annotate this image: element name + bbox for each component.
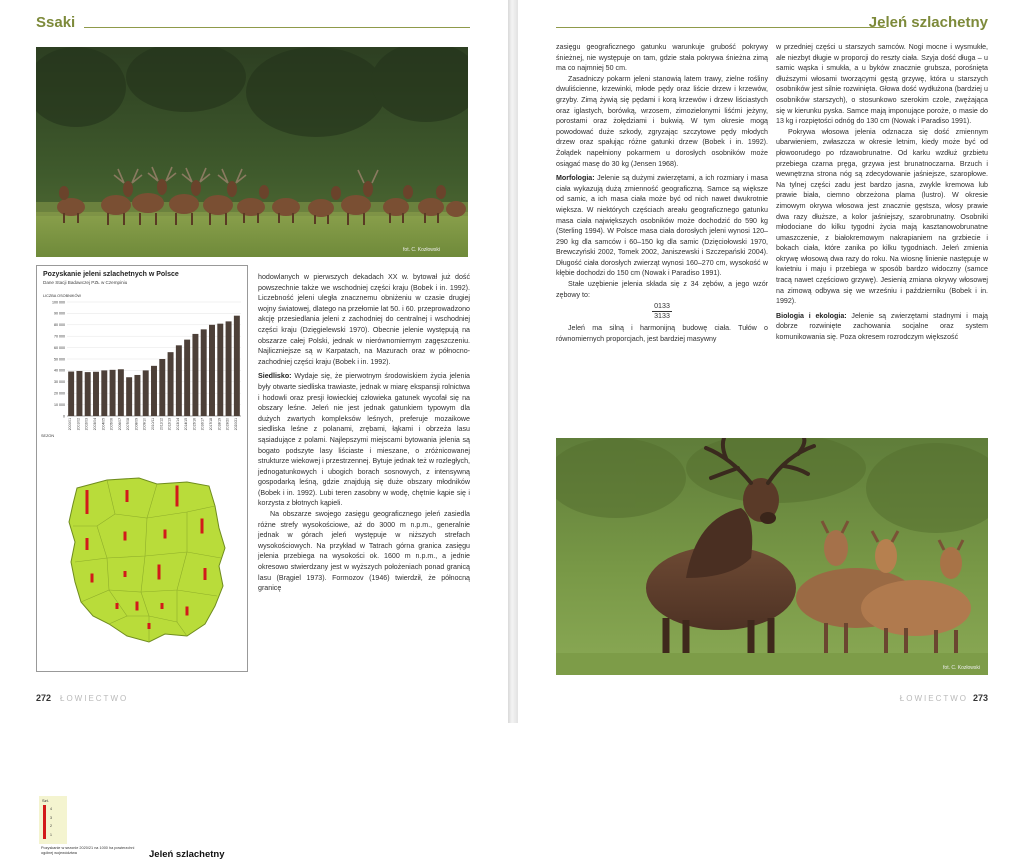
x-tick-label: 2003/04 — [93, 418, 97, 431]
y-tick-label: 0 — [63, 414, 65, 419]
legend-scale-bar — [43, 805, 46, 839]
paragraph-snow: zasięgu geograficznego gatunku warunkuje grubość pokrywy śnieżnej, nie występuje on tam, gdzie stała pokrywa śnieżna zimą ma co najmniej 50 cm. — [556, 43, 768, 73]
bar-2007-08 — [126, 377, 132, 416]
page-number-left: 272 — [36, 693, 52, 703]
bar-2005-06 — [110, 370, 116, 416]
left-text-column — [258, 272, 470, 594]
x-tick-label: 2014/15 — [184, 418, 189, 431]
x-tick-label: 2006/07 — [117, 418, 122, 431]
y-tick-label: 30 000 — [54, 380, 65, 385]
poland-map — [37, 466, 247, 671]
paragraph-intro: hodowlanych w pierwszych dekadach XX w. bytował już dość powszechnie także we wschodniej części kraju (Bobek i in. 1992). Liczebność jeleni uległa znacznemu obniżeniu w czasie drugiej wojny światowej, dlatego na przełomie lat 50. i 60. przeprowadzono akcję przesiedlania jeleni z zachodniej do centralnej i wschodniej części kraju (Dzięgielewski 1970). Obecnie jelenie występują na obszarze całej Polski, jednak w nierównomiernym zagęszczeniu. Najliczniejsze są w Karpatach, na Mazurach oraz w północno-zachodniej części kraju (Bobek i in. 1992). — [258, 273, 470, 366]
x-tick-label: 2010/11 — [151, 418, 155, 431]
map-bar-15 — [186, 607, 189, 616]
x-tick-label: 2002/03 — [84, 418, 89, 431]
map-bar-12 — [116, 603, 119, 609]
map-legend — [39, 796, 67, 844]
x-tick-label: 2018/19 — [217, 418, 222, 431]
bar-2014-15 — [184, 340, 190, 416]
bar-2013-14 — [176, 345, 182, 416]
x-tick-label: 2012/13 — [167, 418, 172, 431]
y-tick-label: 40 000 — [54, 368, 65, 373]
x-tick-label: 2005/06 — [109, 418, 114, 431]
x-tick-label: 2001/02 — [76, 418, 81, 431]
right-page — [518, 0, 1026, 723]
map-bar-3 — [176, 486, 179, 507]
bar-2006-07 — [118, 369, 124, 416]
bar-2018-19 — [217, 324, 223, 416]
y-tick-label: 20 000 — [54, 391, 65, 396]
chart-title: Pozyskanie jeleni szlachetnych w Polsce — [43, 271, 179, 278]
right-text-column-b — [776, 42, 988, 343]
map-bar-10 — [124, 571, 127, 577]
biology-lead: Biologia i ekologia: — [776, 311, 847, 320]
x-tick-label: 2008/09 — [134, 418, 139, 431]
map-note: Pozyskanie w sezonie 2020/21 na 1000 ha powierzchni ogólnej województwa — [41, 846, 135, 855]
map-bar-6 — [124, 532, 127, 541]
x-tick-label: 2015/16 — [192, 418, 197, 431]
formula-bottom: 3133 — [654, 312, 670, 321]
map-bar-4 — [201, 519, 204, 534]
page-number-right: 273 — [972, 693, 988, 703]
page-spine — [508, 0, 518, 723]
bar-2017-18 — [209, 325, 215, 416]
bar-2015-16 — [192, 334, 198, 416]
header-rule-right — [556, 27, 886, 28]
paragraph-build: Jeleń ma silną i harmonijną budowę ciała. Tułów o równomiernych proporcjach, jest bardziej masywny — [556, 324, 768, 343]
chart-subtitle: Dane Stacji Badawczej PZŁ w Czempiniu — [43, 280, 128, 285]
legend-unit: Szt. — [42, 798, 49, 803]
deer-herd-image — [36, 47, 468, 257]
map-bar-7 — [164, 530, 167, 539]
map-bar-8 — [204, 568, 207, 580]
map-bar-14 — [161, 603, 164, 609]
map-bar-11 — [158, 565, 161, 580]
legend-ticks: 4 3 2 1 — [50, 807, 52, 837]
x-tick-label: 2016/17 — [200, 418, 205, 431]
paragraph-habitat — [258, 371, 470, 509]
x-tick-label: 2009/10 — [142, 418, 147, 431]
header-rule — [84, 27, 470, 28]
harvest-bar-chart — [37, 266, 247, 466]
bar-2009-10 — [143, 370, 149, 416]
paragraph-coat: Pokrywa włosowa jelenia odznacza się dość zmiennym ubarwieniem, zwłaszcza w okresie letnim, kiedy może być od płowoorudego po rdzawobrunatne. Od karku wzdłuż grzbietu przebiega czarna pręga, grzywa jest brunatnoczarna. Brzuch i wewnętrzna strona nóg są zdecydowanie jaśniejsze, szaropłowe. Na tylnej części zadu jest bardzo jasna, zwykle kremowa lub prawie biała, ciemno obrzeżona plama (lustro). W okresie zimowym okrywa włosowa jest znacznie gęstsza, włosy prawie dwa razy dłuższe, a kolor jaśniejszy, szarobrunatny. Osobniki młodociane do kilku tygodni życia mają kasztanowobrunatne umaszczenie, z białokremowym nakrapianiem na grzbiecie i bokach ciała, które zanika po kilku tygodniach. Jeleń zmienia okrywę włosową dwa razy do roku. Na wiosnę linienie następuje w kwietniu i maju i przebiega w sposób bardzo widoczny (samce tracą nawet częściowo grzywę). Jesienią zmiana okrywy włosowej na zimową odbywa się we wrześniu i październiku (Bobek i in. 1992). — [776, 127, 988, 306]
paragraph-anatomy: w przedniej części u starszych samców. Nogi mocne i wysmukłe, ale niezbyt długie w proporcji do reszty ciała. Szyja dość długa – u samic wąska i smukła, a u byków znacznie grubsza, porośnięta dłuższymi włosami tworzącymi gęstą grzywę, która u starszych osobników jest silnie rozwinięta. Głowa dość wydłużona (bardziej u osobników starszych), o stosunkowo szerokim czole, zwężająca się w kierunku pyska. Samce mają imponujące poroże, o masie do 13 kg i rozpiętości odnóg do 130 cm (Nowak i Paradiso 1991). — [776, 43, 988, 126]
y-tick-label: 50 000 — [54, 357, 65, 362]
x-tick-label: 2007/08 — [126, 418, 131, 431]
biology-text: Jelenie są zwierzętami stadnymi i mają dobrze rozwinięte zachowania socjalne oraz system komunikowania się. Poza okresem rozrodczym większość — [776, 311, 988, 342]
bar-2008-09 — [134, 375, 140, 416]
y-tick-label: 60 000 — [54, 345, 65, 350]
bar-2011-12 — [159, 359, 165, 416]
x-tick-label: 2011/12 — [159, 418, 164, 431]
formula-top: 0133 — [654, 302, 670, 311]
x-axis-label: SEZON — [41, 434, 55, 438]
map-bar-16 — [148, 623, 151, 629]
y-tick-label: 90 000 — [54, 311, 65, 316]
bar-2003-04 — [93, 372, 99, 416]
x-tick-label: 2019/20 — [225, 418, 230, 431]
photo-credit-right: fot. C. Kozłowski — [943, 665, 980, 671]
section-title: Ssaki — [36, 14, 76, 31]
right-text-column-a — [556, 42, 768, 344]
paragraph-morphology — [556, 173, 768, 279]
paragraph-biology — [776, 311, 988, 343]
map-bar-13 — [136, 602, 139, 611]
bar-2002-03 — [85, 372, 91, 416]
y-tick-label: 100 000 — [52, 300, 65, 305]
y-tick-label: 70 000 — [54, 334, 65, 339]
brand-right: ŁOWIECTWO — [899, 694, 968, 703]
bar-2016-17 — [201, 329, 207, 416]
bar-2020-21 — [234, 316, 240, 416]
paragraph-teeth: Stałe uzębienie jelenia składa się z 34 zębów, a jego wzór zębowy to: — [556, 280, 768, 299]
map-bar-1 — [86, 490, 89, 514]
photo-credit: fot. C. Kozłowski — [403, 247, 440, 253]
habitat-lead: Siedlisko: — [258, 372, 292, 381]
morphology-lead: Morfologia: — [556, 174, 595, 183]
section-title-right: Jeleń szlachetny — [868, 14, 988, 31]
morphology-text: Jelenie są dużymi zwierzętami, a ich rozmiary i masa ciała wykazują dużą zmienność geograficzną. Samce są większe od samic, a ich masa ciała może być od nich nawet dwukrotnie większa. W niektórych częściach areału geograficznego gatunku masa ciała największych osobników może dochodzić do 590 kg (Sterling 1994). W Polsce masa ciała dorosłych jeleni wynosi 120–290 kg dla samców i 60–150 kg dla samic (Dzięciołowski 1970, Brewczyński 2002, Tomek 2002, Janiszewski i Szczepański 2004). Długość ciała dorosłych zwierząt wynosi 160–270 cm, wysokość w kłębie dochodzi do 150 cm (Nowak i Paradiso 1991). — [556, 174, 768, 278]
stag-photo — [556, 438, 988, 675]
paragraph-diet: Zasadniczy pokarm jeleni stanowią latem trawy, zielne rośliny dwuliścienne, krzewinki, młode pędy oraz liście drzew i krzewów, grzyby. Zimą żywią się pędami i korą krzewów i drzew liściastych oraz iglastych, borówką, wrzosem, zimozielonymi liśćmi jeżyny, porostami oraz żołędziami i bukwią. W tym okresie mogą powodować duże szkody, zgryzając szczytowe pędy młodych drzew oraz spałując różne gatunki drzew (Bobek i in. 1992). Żołądek napełniony pokarmem u dorosłych osobników może osiągać masę do 30 kg (Jensen 1968). — [556, 74, 768, 168]
x-tick-label: 2017/18 — [209, 418, 213, 431]
bar-2000-01 — [68, 372, 74, 416]
y-axis-label: LICZBA OSOBNIKÓW — [43, 294, 81, 298]
deer-herd-photo — [36, 47, 468, 257]
x-tick-label: 2013/14 — [175, 418, 180, 431]
left-page — [0, 0, 508, 860]
stag-image — [556, 438, 988, 675]
map-bar-2 — [126, 490, 129, 502]
bar-2012-13 — [168, 352, 174, 416]
map-bar-5 — [86, 538, 89, 550]
x-tick-label: 2020/21 — [233, 418, 238, 431]
y-tick-label: 10 000 — [54, 402, 65, 407]
map-bar-9 — [91, 574, 94, 583]
map-title: Jeleń szlachetny — [149, 849, 225, 860]
bar-2004-05 — [101, 370, 107, 416]
bar-2001-02 — [76, 371, 82, 416]
bar-2019-20 — [226, 321, 232, 416]
x-tick-label: 2004/05 — [101, 418, 106, 431]
x-tick-label: 2000/01 — [68, 418, 73, 431]
paragraph-altitude: Na obszarze swojego zasięgu geograficznego jeleń zasiedla różne strefy wysokościowe, aż do 3000 m n.p.m., generalnie jednak w górach jeleń występuje w niższych strefach wysokościowych. Na przykład w Tatrach górna granica zasięgu jelenia przebiega na wysokości ok. 1600 m n.p.m., a jednie okresowo stwierdzany jest w wyższych położeniach ponad granicą lasu (Brągiel 1973). Formozov (1946) twierdził, że północną granicę — [258, 510, 470, 593]
brand-left: ŁOWIECTWO — [60, 694, 129, 703]
habitat-text: Wydaje się, że pierwotnym środowiskiem życia jelenia były otwarte siedliska trawiaste, jednak w miarę ekspansji rolnictwa i hodowli oraz presji łowieckiej człowieka gatunek wycofał się na obszary leśne. Jeleń nie jest jednak gatunkiem typowym dla dużych zwartych kompleksów leśnych, preferuje mozaikowe siedliska leśne z polanami, zrębami, łąkami i obrzeża lasu sąsiadujące z polami. Najlepszymi miejscami bytowania jelenia są bogato podszyte lasy liściaste i mieszane, o zróżnicowanej strukturze wiekowej i przestrzennej. Bytuje jednak też w rozległych, jednogatunkowych i ubogich borach sosnowych, z intensywną gospodarką leśną, gdzie znajdują się duże obszary młodników (Bobek i in. 1992). Lubi teren zasobny w wodę, chętnie kąpie się i korzysta z błotnych kąpieli. — [258, 372, 470, 508]
y-tick-label: 80 000 — [54, 323, 65, 328]
dental-formula — [556, 302, 768, 321]
bar-2010-11 — [151, 366, 157, 416]
